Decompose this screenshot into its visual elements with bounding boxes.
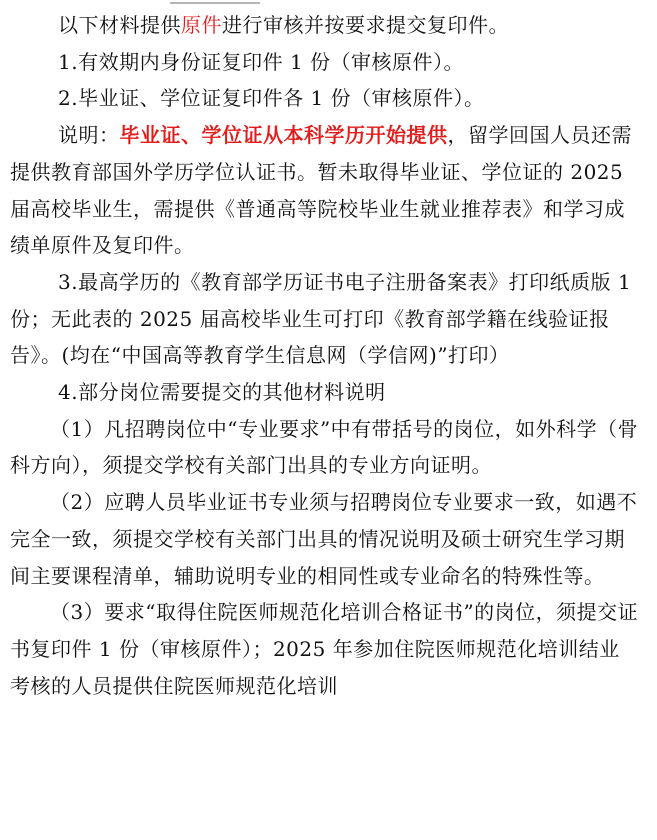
item-1: 1.有效期内身份证复印件 1 份（审核原件）。 — [58, 49, 465, 74]
sub-item-1: （1）凡招聘岗位中“专业要求”中有带括号的岗位，如外科学（骨科方向），须提交学校有关部门出具的专业方向证明。 — [10, 416, 639, 478]
note-paragraph — [10, 117, 640, 264]
item-2: 2.毕业证、学位证复印件各 1 份（审核原件）。 — [58, 86, 485, 111]
intro-suffix: 进行审核并按要求提交复印件。 — [222, 13, 509, 37]
top-cut-underline — [170, 0, 260, 4]
item-4: 4.部分岗位需要提交的其他材料说明 — [58, 380, 386, 405]
intro-red-emphasis: 原件 — [181, 13, 222, 37]
sub-item-3: （3）要求“取得住院医师规范化培训合格证书”的岗位，须提交证书复印件 1 份（审核原件）；2025 年参加住院医师规范化培训结业考核的人员提供住院医师规范化培训 — [10, 600, 639, 698]
item-3: 3.最高学历的《教育部学历证书电子注册备案表》打印纸质版 1 份；无此表的 2025 届高校毕业生可打印《教育部学籍在线验证报告》。(均在“中国高等教育学生信息网（学信网)”打印） — [10, 269, 632, 368]
intro-prefix: 以下材料提供 — [58, 13, 181, 37]
note-prefix: 说明： — [58, 123, 120, 148]
note-rest: ，留学回国人员还需提供教育部国外学历学位认证书。暂未取得毕业证、学位证的 2025 届高校毕业生，需提供《普通高等院校毕业生就业推荐表》和学习成绩单原件及复印件。 — [10, 123, 632, 258]
note-red-emphasis: 毕业证、学位证从本科学历开始提供 — [119, 123, 448, 148]
document-content — [10, 7, 640, 704]
sub-item-2: （2）应聘人员毕业证书专业须与招聘岗位专业要求一致，如遇不完全一致，须提交学校有关部门出具的情况说明及硕士研究生学习期间主要课程清单，辅助说明专业的相同性或专业命名的特殊性等。 — [10, 490, 638, 588]
intro-paragraph — [10, 7, 640, 44]
